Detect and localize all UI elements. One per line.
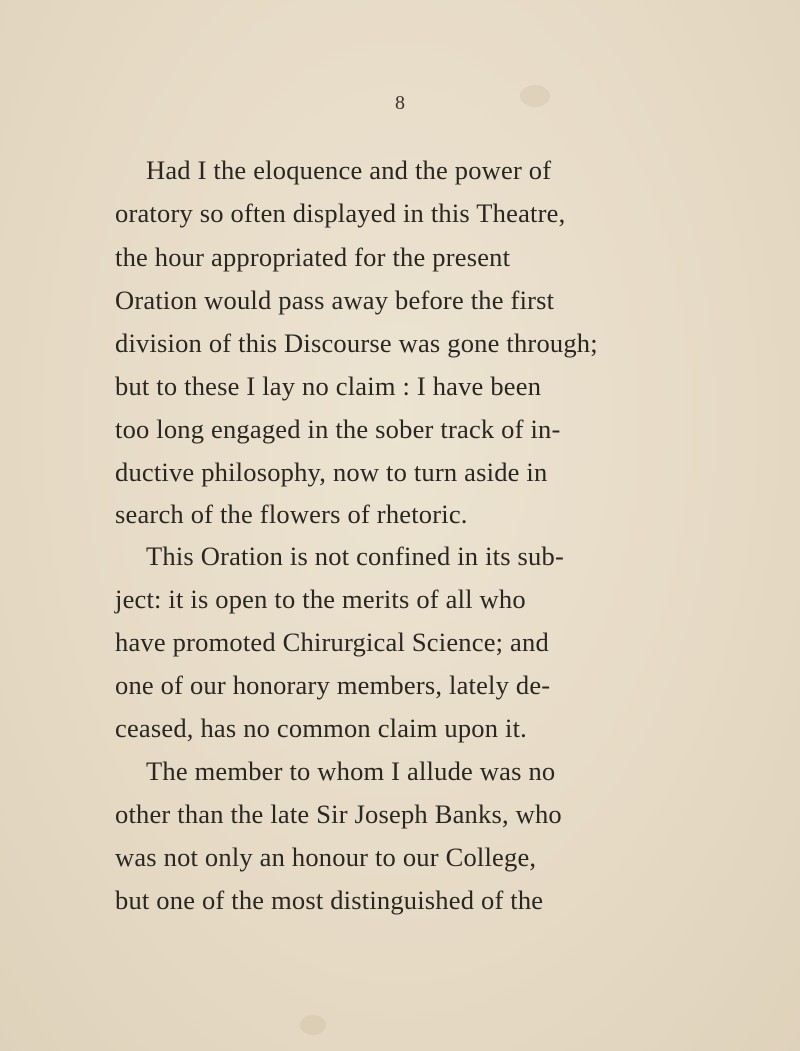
page-number: 8 xyxy=(395,92,405,114)
text-line: search of the flowers of rhetoric. xyxy=(115,499,468,529)
text-line: was not only an honour to our College, xyxy=(115,842,537,872)
text-line: ject: it is open to the merits of all who xyxy=(115,584,526,614)
text-line: Had I the eloquence and the power of xyxy=(146,155,552,185)
text-line: other than the late Sir Joseph Banks, who xyxy=(115,799,562,829)
text-line: oratory so often displayed in this Theatre, xyxy=(115,198,566,228)
text-line: too long engaged in the sober track of in- xyxy=(115,414,561,444)
text-line: but one of the most distinguished of the xyxy=(115,885,544,915)
text-line: but to these I lay no claim : I have been xyxy=(115,371,542,401)
text-line: have promoted Chirurgical Science; and xyxy=(115,627,549,657)
text-line: the hour appropriated for the present xyxy=(115,242,511,272)
text-line: ceased, has no common claim upon it. xyxy=(115,713,527,743)
text-line: ductive philosophy, now to turn aside in xyxy=(115,457,548,487)
text-line: division of this Discourse was gone through; xyxy=(115,328,598,358)
text-line: The member to whom I allude was no xyxy=(146,756,556,786)
text-line: Oration would pass away before the first xyxy=(115,285,555,315)
text-line: one of our honorary members, lately de- xyxy=(115,670,551,700)
text-line: This Oration is not confined in its sub- xyxy=(146,541,564,571)
